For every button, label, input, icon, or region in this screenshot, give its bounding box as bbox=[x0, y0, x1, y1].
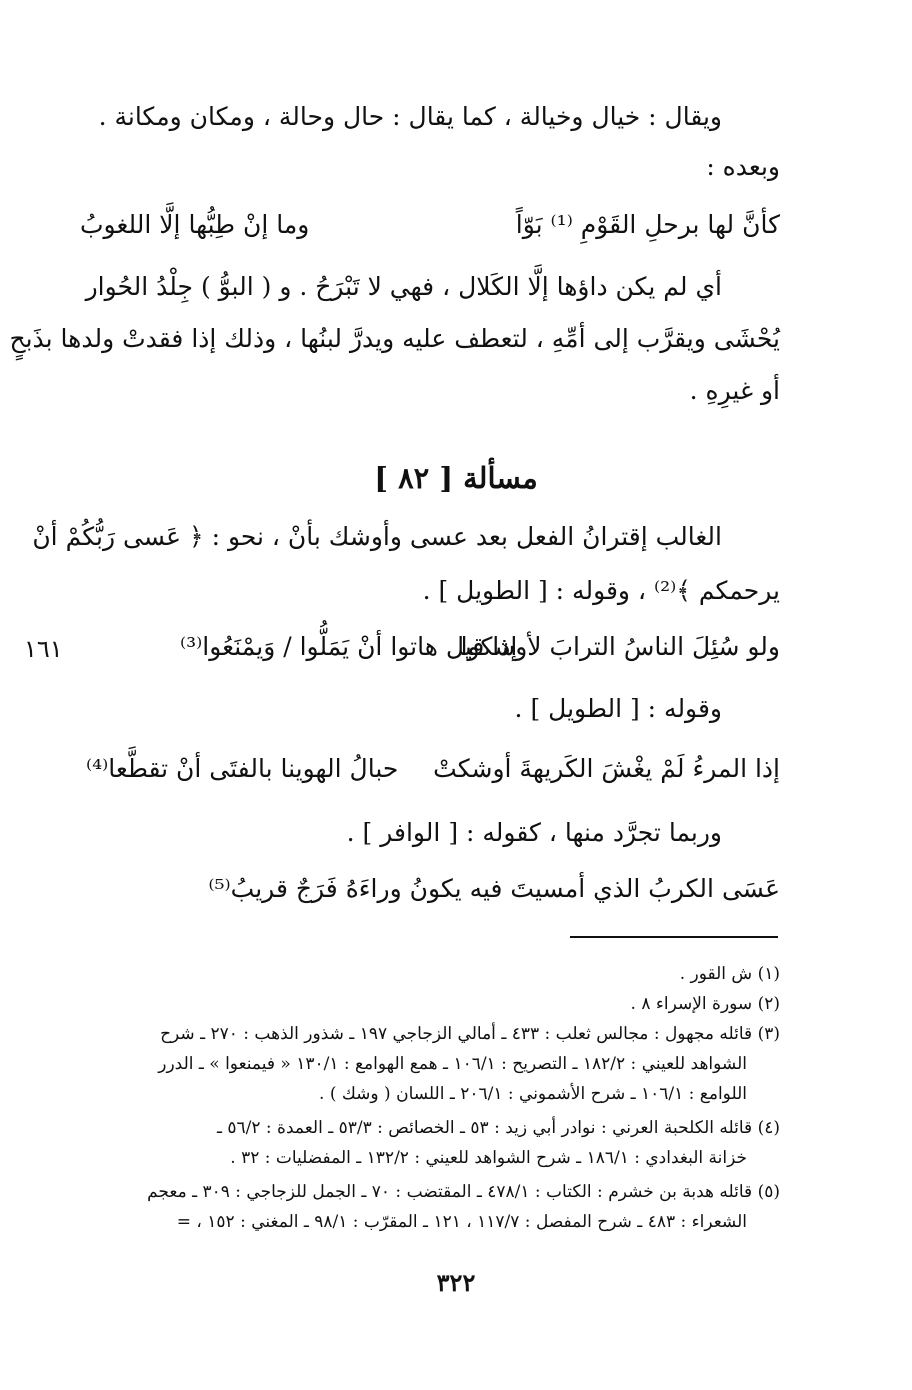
verse-3-first-hemistich: إذا المرءُ لَمْ يغْشَ الكَريهةَ أوشكتْ bbox=[433, 754, 780, 783]
verse-2-first-hemistich: ولو سُئِلَ الناسُ الترابَ لأوشكوا bbox=[460, 632, 780, 661]
body-line-3: أي لم يكن داؤها إلَّا الكَلال ، فهي لا تَبْرَحُ . و ( البوُّ ) جِلْدُ الحُوار bbox=[85, 272, 722, 301]
section-line-1: الغالب إقترانُ الفعل بعد عسى وأوشك بأنْ ، نحو : ﴿ عَسى رَبُّكُمْ أنْ bbox=[32, 522, 722, 551]
footnote-2: (٢) سورة الإسراء ٨ . bbox=[630, 994, 780, 1014]
body-line-4: يُحْشَى ويقرَّب إلى أمِّهِ ، لتعطف عليه ويدرَّ لبنُها ، وذلك إذا فقدتْ ولدها بذَبحٍ bbox=[9, 324, 780, 353]
body-line-2: وبعده : bbox=[706, 152, 780, 181]
section-line-3: وقوله : [ الطويل ] . bbox=[514, 694, 722, 723]
footnote-4-line-1: (٤) قائله الكلحبة العرني : نوادر أبي زيد : ٥٣ ـ الخصائص : ٥٣/٣ ـ العمدة : ٥٦/٢ ـ bbox=[217, 1118, 780, 1138]
verse-1-first-hemistich: كأنَّ لها برحلِ القَوْمِ ⁽¹⁾ بَوّاً bbox=[515, 210, 780, 239]
footnote-4-line-2: خزانة البغدادي : ١٨٦/١ ـ شرح الشواهد للعيني : ١٣٢/٢ ـ المفضليات : ٣٢ . bbox=[230, 1148, 747, 1168]
body-line-1: ويقال : خيال وخيالة ، كما يقال : حال وحالة ، ومكان ومكانة . bbox=[98, 102, 722, 131]
footnote-5-line-1: (٥) قائله هدبة بن خشرم : الكتاب : ٤٧٨/١ ـ المقتضب : ٧٠ ـ الجمل للزجاجي : ٣٠٩ ـ معجم bbox=[147, 1182, 780, 1202]
verse-3-second-hemistich: حبالُ الهوينا بالفتَى أنْ تقطَّعا⁽⁴⁾ bbox=[86, 754, 399, 783]
footnote-3-line-2: الشواهد للعيني : ١٨٢/٢ ـ التصريح : ١٠٦/١ ـ همع الهوامع : ١٣٠/١ « فيمنعوا » ـ الدرر bbox=[158, 1054, 747, 1074]
body-line-5: أو غيرِهِ . bbox=[689, 376, 780, 405]
verse-4: عَسَى الكربُ الذي أمسيتَ فيه يكونُ وراءَهُ فَرَجٌ قريبُ⁽⁵⁾ bbox=[208, 874, 780, 903]
footnote-1: (١) ش القور . bbox=[679, 964, 780, 984]
section-line-4: وربما تجرَّد منها ، كقوله : [ الوافر ] . bbox=[346, 818, 722, 847]
page-number: ٣٢٢ bbox=[436, 1268, 476, 1297]
verse-1-second-hemistich: وما إنْ طِبُّها إلَّا اللغوبُ bbox=[80, 210, 310, 239]
footnote-3-line-3: اللوامع : ١٠٦/١ ـ شرح الأشموني : ٢٠٦/١ ـ اللسان ( وشك ) . bbox=[319, 1084, 747, 1104]
verse-2-second-hemistich: إذا قيل هاتوا أنْ يَمَلُّوا / وَيمْنَعُوا⁽³⁾ bbox=[180, 632, 518, 661]
footnote-5-line-2: الشعراء : ٤٨٣ ـ شرح المفصل : ١١٧/٧ ، ١٢١ ـ المقرّب : ٩٨/١ ـ المغني : ١٥٢ ، = bbox=[176, 1212, 747, 1232]
marginal-number: ١٦١ bbox=[24, 635, 63, 663]
section-heading: مسألة [ ٨٢ ] bbox=[374, 461, 538, 495]
footnote-separator bbox=[570, 936, 778, 938]
section-line-2: يرحمكم ﴾⁽²⁾ ، وقوله : [ الطويل ] . bbox=[422, 576, 780, 605]
footnote-3-line-1: (٣) قائله مجهول : مجالس ثعلب : ٤٣٣ ـ أمالي الزجاجي ١٩٧ ـ شذور الذهب : ٢٧٠ ـ شرح bbox=[160, 1024, 780, 1044]
